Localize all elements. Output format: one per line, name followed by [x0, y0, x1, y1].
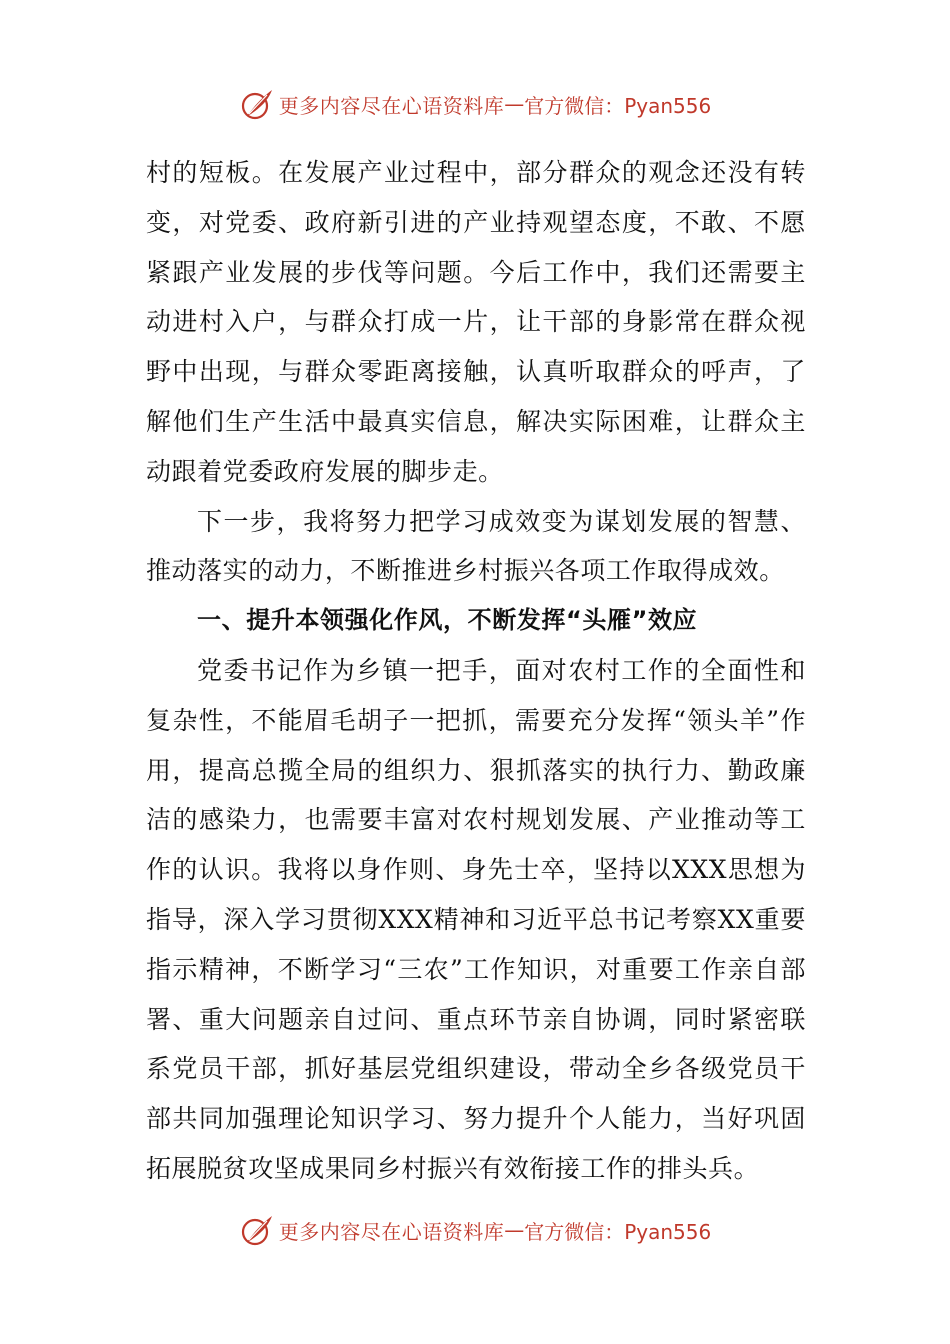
- feather-pen-logo: [239, 86, 275, 122]
- section-heading: 一、提升本领强化作风，不断发挥“头雁”效应: [197, 606, 698, 635]
- header-watermark: [0, 84, 950, 124]
- watermark-contact: 官方微信：Pyan556: [524, 93, 712, 118]
- watermark-text: 更多内容尽在心语资料库: [278, 1219, 505, 1244]
- paragraph-next-step: 下一步，我将努力把学习成效变为谋划发展的智慧、推动落实的动力，不断推进乡村振兴各项工作取得成效。: [146, 506, 806, 586]
- watermark-text: 更多内容尽在心语资料库: [278, 93, 505, 118]
- footer-watermark: [0, 1210, 950, 1250]
- paragraph-section-body: 党委书记作为乡镇一把手，面对农村工作的全面性和复杂性，不能眉毛胡子一把抓，需要充分发挥“领头羊”作用，提高总揽全局的组织力、狠抓落实的执行力、勤政廉洁的感染力，也需要丰富对农村规划发展、产业推动等工作的认识。我将以身作则、身先士卒，坚持以XXX思想为指导，深入学习贯彻XXX精神和习近平总书记考察XX重要指示精神，不断学习“三农”工作知识，对重要工作亲自部署、重大问题亲自过问、重点环节亲自协调，同时紧密联系党员干部，抓好基层党组织建设，带动全乡各级党员干部共同加强理论知识学习、努力提升个人能力，当好巩固拓展脱贫攻坚成果同乡村振兴有效衔接工作的排头兵。: [146, 655, 806, 1183]
- watermark-separator: —: [504, 92, 525, 116]
- watermark-contact: 官方微信：Pyan556: [524, 1219, 712, 1244]
- feather-pen-logo: [239, 1212, 275, 1248]
- watermark-separator: —: [504, 1218, 525, 1242]
- document-body: [146, 148, 806, 1194]
- paragraph-continuation: 村的短板。在发展产业过程中，部分群众的观念还没有转变，对党委、政府新引进的产业持观望态度，不敢、不愿紧跟产业发展的步伐等问题。今后工作中，我们还需要主动进村入户，与群众打成一片，让干部的身影常在群众视野中出现，与群众零距离接触，认真听取群众的呼声，了解他们生产生活中最真实信息，解决实际困难，让群众主动跟着党委政府发展的脚步走。: [146, 158, 806, 486]
